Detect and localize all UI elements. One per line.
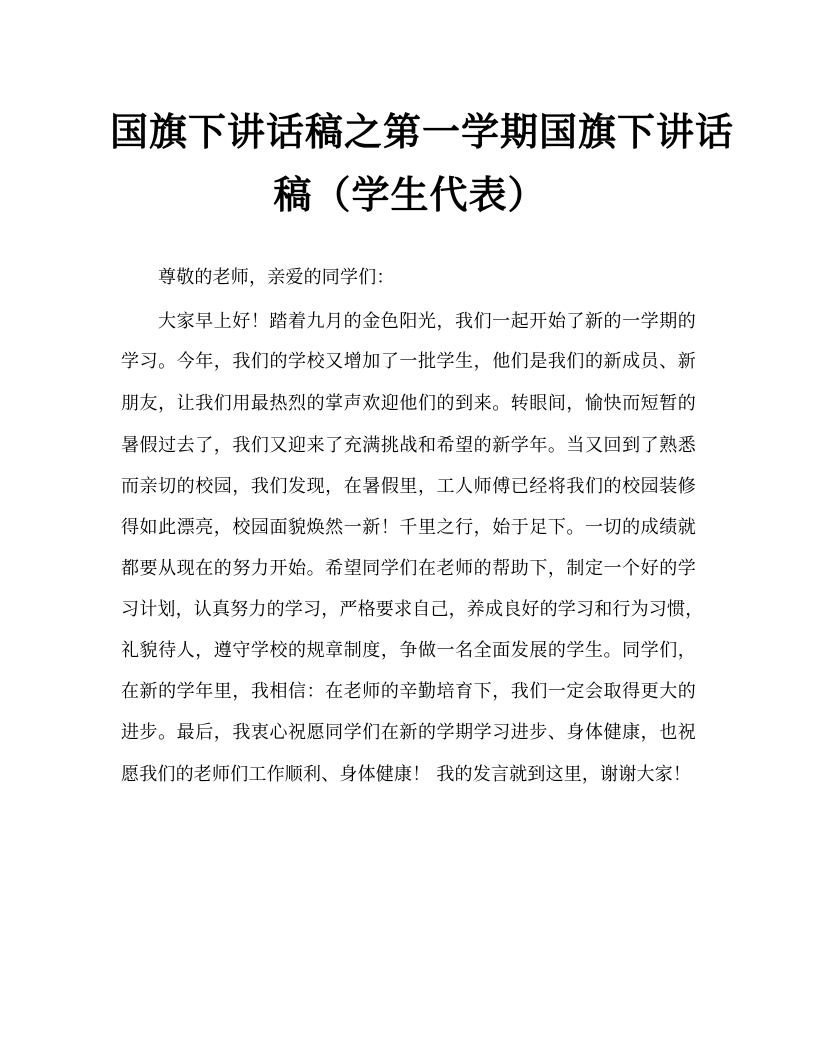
document-title-line-2: 稿（学生代表） [273,172,547,217]
document-title-line-1: 国旗下讲话稿之第一学期国旗下讲话 [110,109,735,154]
paragraph-line: 在新的学年里，我相信：在老师的辛勤培育下，我们一定会取得更大的 [121,681,696,702]
paragraph-line: 而亲切的校园，我们发现，在暑假里，工人师傅已经将我们的校园装修 [121,476,696,497]
paragraph-line: 得如此漂亮，校园面貌焕然一新！千里之行，始于足下。一切的成绩就 [121,517,696,538]
paragraph-line: 朋友，让我们用最热烈的掌声欢迎他们的到来。转眼间，愉快而短暂的 [121,393,696,414]
salutation: 尊敬的老师，亲爱的同学们： [158,267,395,288]
paragraph-line: 都要从现在的努力开始。希望同学们在老师的帮助下，制定一个好的学 [121,558,696,579]
paragraph-line: 大家早上好！踏着九月的金色阳光，我们一起开始了新的一学期的 [158,311,696,332]
paragraph-line: 礼貌待人，遵守学校的规章制度，争做一名全面发展的学生。同学们， [121,640,696,661]
paragraph-line: 习计划，认真努力的学习，严格要求自己，养成良好的学习和行为习惯， [121,599,704,620]
paragraph-line: 进步。最后，我衷心祝愿同学们在新的学期学习进步、身体健康，也祝 [121,722,696,743]
paragraph-line: 学习。今年，我们的学校又增加了一批学生，他们是我们的新成员、新 [121,351,696,372]
paragraph-line-last: 愿我们的老师们工作顺利、身体健康！ 我的发言就到这里，谢谢大家！ [121,764,692,785]
paragraph-line: 暑假过去了，我们又迎来了充满挑战和希望的新学年。当又回到了熟悉 [121,435,696,456]
